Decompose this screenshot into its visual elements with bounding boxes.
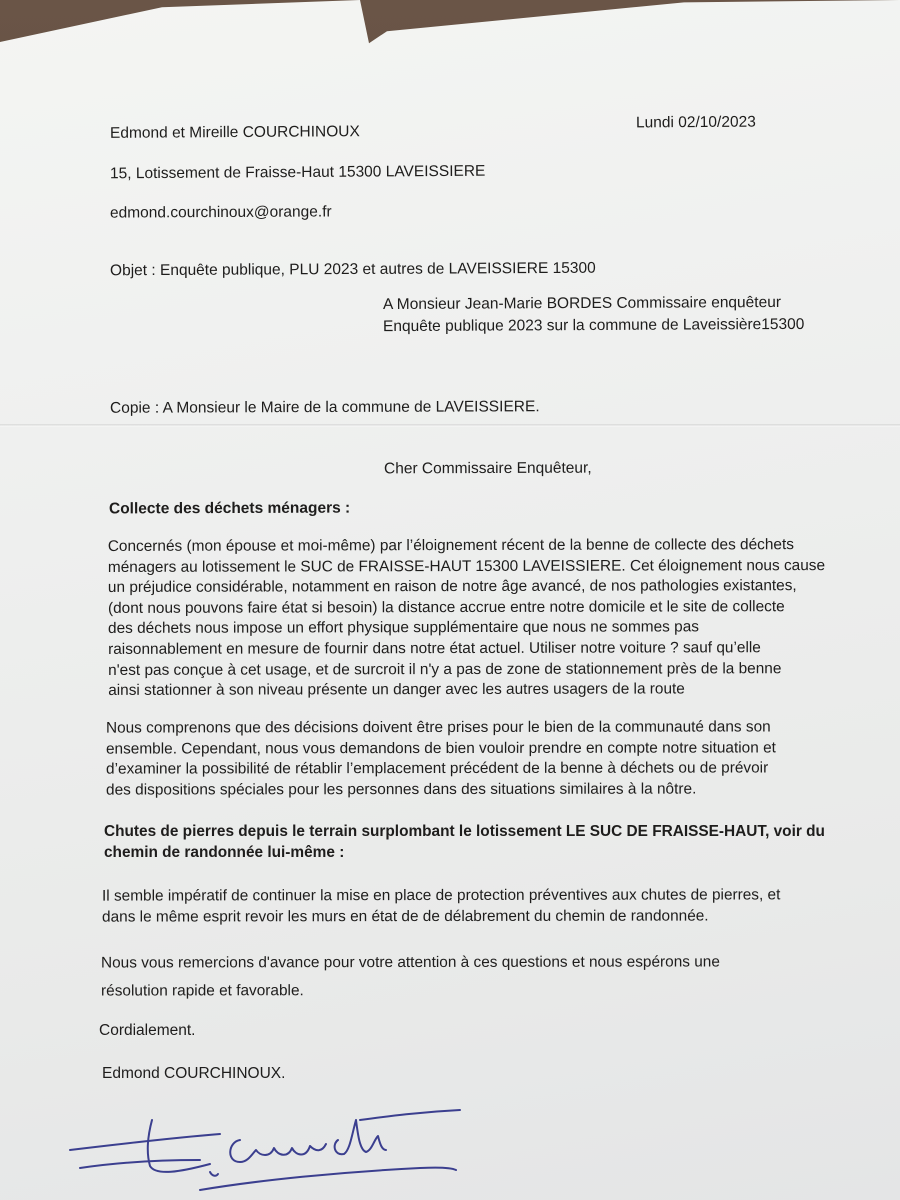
paragraph-waste-collection: [108, 535, 826, 702]
copy-line: Copie : A Monsieur le Maire de la commune de LAVEISSIERE.: [109, 398, 540, 417]
recipient-line-2: Enquête publique 2023 sur la commune de Laveissière15300: [382, 315, 805, 336]
text-line: un préjudice considérable, notamment en raison de notre âge avancé, de nos pathologies existantes,: [107, 577, 797, 597]
signature-stroke: [148, 1120, 210, 1172]
text-line: raisonnablement en mesure de fournir dans notre état actuel. Utiliser notre voiture ? sauf qu’elle: [108, 639, 761, 658]
closing-cordialement: Cordialement.: [99, 1022, 196, 1039]
salutation: Cher Commissaire Enquêteur,: [383, 459, 592, 478]
signature-stroke: [360, 1110, 460, 1120]
text-line: des déchets nous impose un effort physique supplémentaire que nous ne sommes pas: [108, 618, 699, 638]
sender-name: Edmond et Mireille COURCHINOUX: [109, 123, 360, 142]
text-line: Chutes de pierres depuis le terrain surplombant le lotissement LE SUC DE FRAISSE-HAUT, voir du: [104, 823, 825, 840]
paragraph-thanks: [101, 948, 720, 1005]
paper-fold-line: [0, 424, 900, 427]
text-line: Concernés (mon épouse et moi-même) par l’éloignement récent de la benne de collecte des déchets: [107, 536, 794, 555]
signature-stroke: [200, 1168, 456, 1190]
paragraph-rockfall: [102, 885, 780, 927]
signature-stroke: [70, 1134, 220, 1150]
signature-stroke: [210, 1172, 218, 1176]
text-line: ménagers au lotissement le SUC de FRAISSE-HAUT 15300 LAVEISSIERE. Cet éloignement nous cause: [107, 556, 826, 576]
sender-address: 15, Lotissement de Fraisse-Haut 15300 LAVEISSIERE: [109, 162, 486, 183]
signature-stroke: [230, 1140, 326, 1162]
paragraph-community: [106, 717, 776, 801]
text-line: ainsi stationner à son niveau présente un danger avec les autres usagers de la route: [108, 680, 685, 700]
signature-stroke: [335, 1120, 386, 1154]
recipient-line-1: A Monsieur Jean-Marie BORDES Commissaire enquêteur: [382, 293, 782, 314]
text-line: Nous vous remercions d'avance pour votre attention à ces questions et nous espérons une: [100, 953, 720, 972]
signatory-name: Edmond COURCHINOUX.: [102, 1065, 286, 1082]
section-heading-rockfall: [104, 822, 825, 863]
text-line: ensemble. Cependant, nous vous demandons de bien vouloir prendre en compte notre situation et: [105, 739, 776, 758]
text-line: d’examiner la possibilité de rétablir l’emplacement précédent de la benne à déchets ou de prévoir: [106, 759, 769, 778]
letter-date: Lundi 02/10/2023: [635, 113, 756, 132]
text-line: dans le même esprit revoir les murs en état de de délabrement du chemin de randonnée.: [102, 907, 709, 926]
text-line: chemin de randonnée lui-même :: [104, 843, 345, 861]
subject-line: Objet : Enquête publique, PLU 2023 et autres de LAVEISSIERE 15300: [109, 259, 596, 280]
text-line: n'est pas conçue à cet usage, et de surcroit il n'y a pas de zone de stationnement près de la benne: [108, 659, 782, 679]
section-heading-waste: Collecte des déchets ménagers :: [108, 499, 351, 518]
handwritten-signature: [60, 1080, 480, 1200]
text-line: Nous comprenons que des décisions doivent être prises pour le bien de la communauté dans son: [105, 718, 771, 737]
signature-stroke: [80, 1160, 200, 1168]
text-line: résolution rapide et favorable.: [101, 982, 304, 1000]
text-line: des dispositions spéciales pour les personnes dans des situations similaires à la nôtre.: [106, 780, 697, 799]
sender-email: edmond.courchinoux@orange.fr: [109, 203, 332, 222]
text-line: (dont nous pouvons faire état si besoin) la distance accrue entre notre domicile et le site de collecte: [107, 597, 785, 617]
text-line: Il semble impératif de continuer la mise en place de protection préventives aux chutes de pierres, et: [101, 886, 781, 905]
